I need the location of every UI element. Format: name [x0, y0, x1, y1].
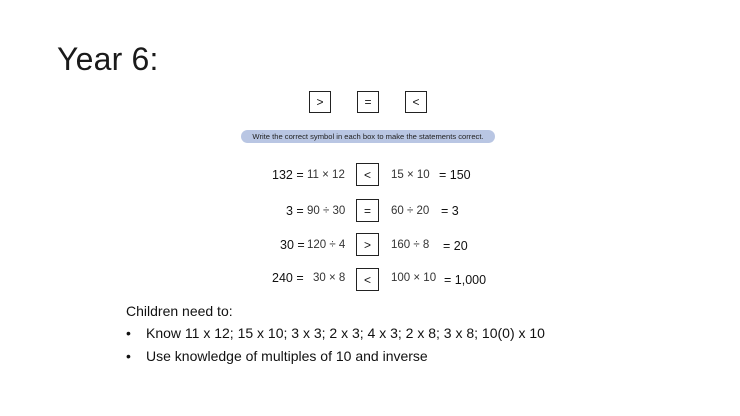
- row-4-right-expression: 100 × 10: [391, 272, 437, 284]
- row-1-left-expression: 11 × 12: [307, 169, 345, 181]
- row-1-result: = 150: [439, 168, 471, 182]
- row-2-answer-box: =: [356, 199, 379, 222]
- row-1-right-expression: 15 × 10: [391, 169, 430, 181]
- row-1-answer-box: <: [356, 163, 379, 186]
- row-3-right-expression: 160 ÷ 8: [391, 239, 430, 251]
- bullet-text: Know 11 x 12; 15 x 10; 3 x 3; 2 x 3; 4 x 3; 2 x 8; 3 x 8; 10(0) x 10: [146, 325, 545, 341]
- instruction-banner: Write the correct symbol in each box to make the statements correct.: [241, 130, 495, 143]
- row-2-left-expression: 90 ÷ 30: [307, 205, 346, 217]
- row-3-result: = 20: [443, 239, 468, 253]
- bullet-text: Use knowledge of multiples of 10 and inverse: [146, 348, 428, 364]
- row-2-result: = 3: [441, 204, 459, 218]
- row-3-left-expression: 120 ÷ 4: [307, 239, 346, 251]
- symbol-option-less-than: <: [405, 91, 427, 113]
- bullet-marker: •: [126, 325, 131, 341]
- row-3-answer-box: >: [356, 233, 379, 256]
- row-2-right-expression: 60 ÷ 20: [391, 205, 430, 217]
- symbol-option-greater-than: >: [309, 91, 331, 113]
- row-4-lhs: 240 =: [272, 271, 304, 285]
- row-2-lhs: 3 =: [286, 204, 304, 218]
- symbol-option-equals: =: [357, 91, 379, 113]
- row-4-left-expression: 30 × 8: [313, 272, 346, 284]
- notes-heading: Children need to:: [126, 303, 233, 319]
- row-1-lhs: 132 =: [272, 168, 304, 182]
- bullet-item: [126, 348, 428, 364]
- row-3-lhs: 30 =: [280, 238, 305, 252]
- row-4-answer-box: <: [356, 268, 379, 291]
- row-4-result: = 1,000: [444, 273, 487, 287]
- bullet-marker: •: [126, 348, 131, 364]
- bullet-item: [126, 325, 545, 341]
- slide-title: Year 6:: [57, 41, 159, 77]
